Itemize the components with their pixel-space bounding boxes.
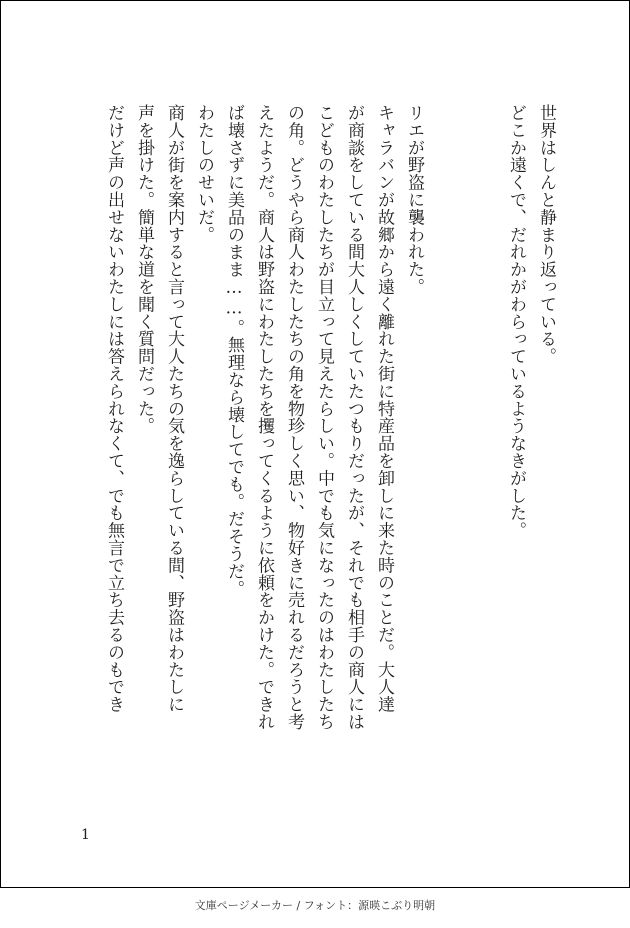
text-column-8: こどものわたしたちが目立って見えたらしい。中でも気になったのはわたしたち bbox=[314, 104, 334, 731]
text-column-6: キャラバンが故郷から遠く離れた街に特産品を卸しに来た時のことだ。大人達 bbox=[374, 104, 394, 713]
text-column-13: 商人が街を案内すると言って大人たちの気を逸らしている間、野盗はわたしに bbox=[164, 104, 184, 713]
text-column-3 bbox=[476, 104, 496, 806]
text-column-2: どこか遠くで、だれかがわらっているようなきがした。 bbox=[506, 104, 526, 539]
text-column-5: リエが野盗に襲われた。 bbox=[404, 104, 424, 296]
text-column-4 bbox=[446, 104, 466, 806]
text-column-15: だけど声の出せないわたしには答えられなくて、でも無言で立ち去るのもでき bbox=[104, 104, 124, 713]
text-column-9: の角。どうやら商人わたしたちの角を物珍しく思い、物好きに売れるだろうと考 bbox=[284, 104, 304, 731]
text-column-14: 声を掛けた。簡単な道を聞く質問だった。 bbox=[134, 104, 154, 435]
footer-credit: 文庫ページメーカー / フォント：源暎こぶり明朝 bbox=[194, 899, 436, 912]
text-column-7: が商談をしている間大人しくしていたつもりだったが、それでも相手の商人には bbox=[344, 104, 364, 731]
text-column-12: わたしのせいだ。 bbox=[194, 104, 214, 244]
page-number: 1 bbox=[81, 827, 90, 843]
text-column-11: ば壊さずに美品のまま……。無理なら壊してでも。だそうだ。 bbox=[224, 104, 244, 598]
text-column-1: 世界はしんと静まり返っている。 bbox=[536, 104, 556, 365]
text-column-10: えたようだ。商人は野盗にわたしたちを攫ってくるように依頼をかけた。できれ bbox=[254, 104, 274, 731]
